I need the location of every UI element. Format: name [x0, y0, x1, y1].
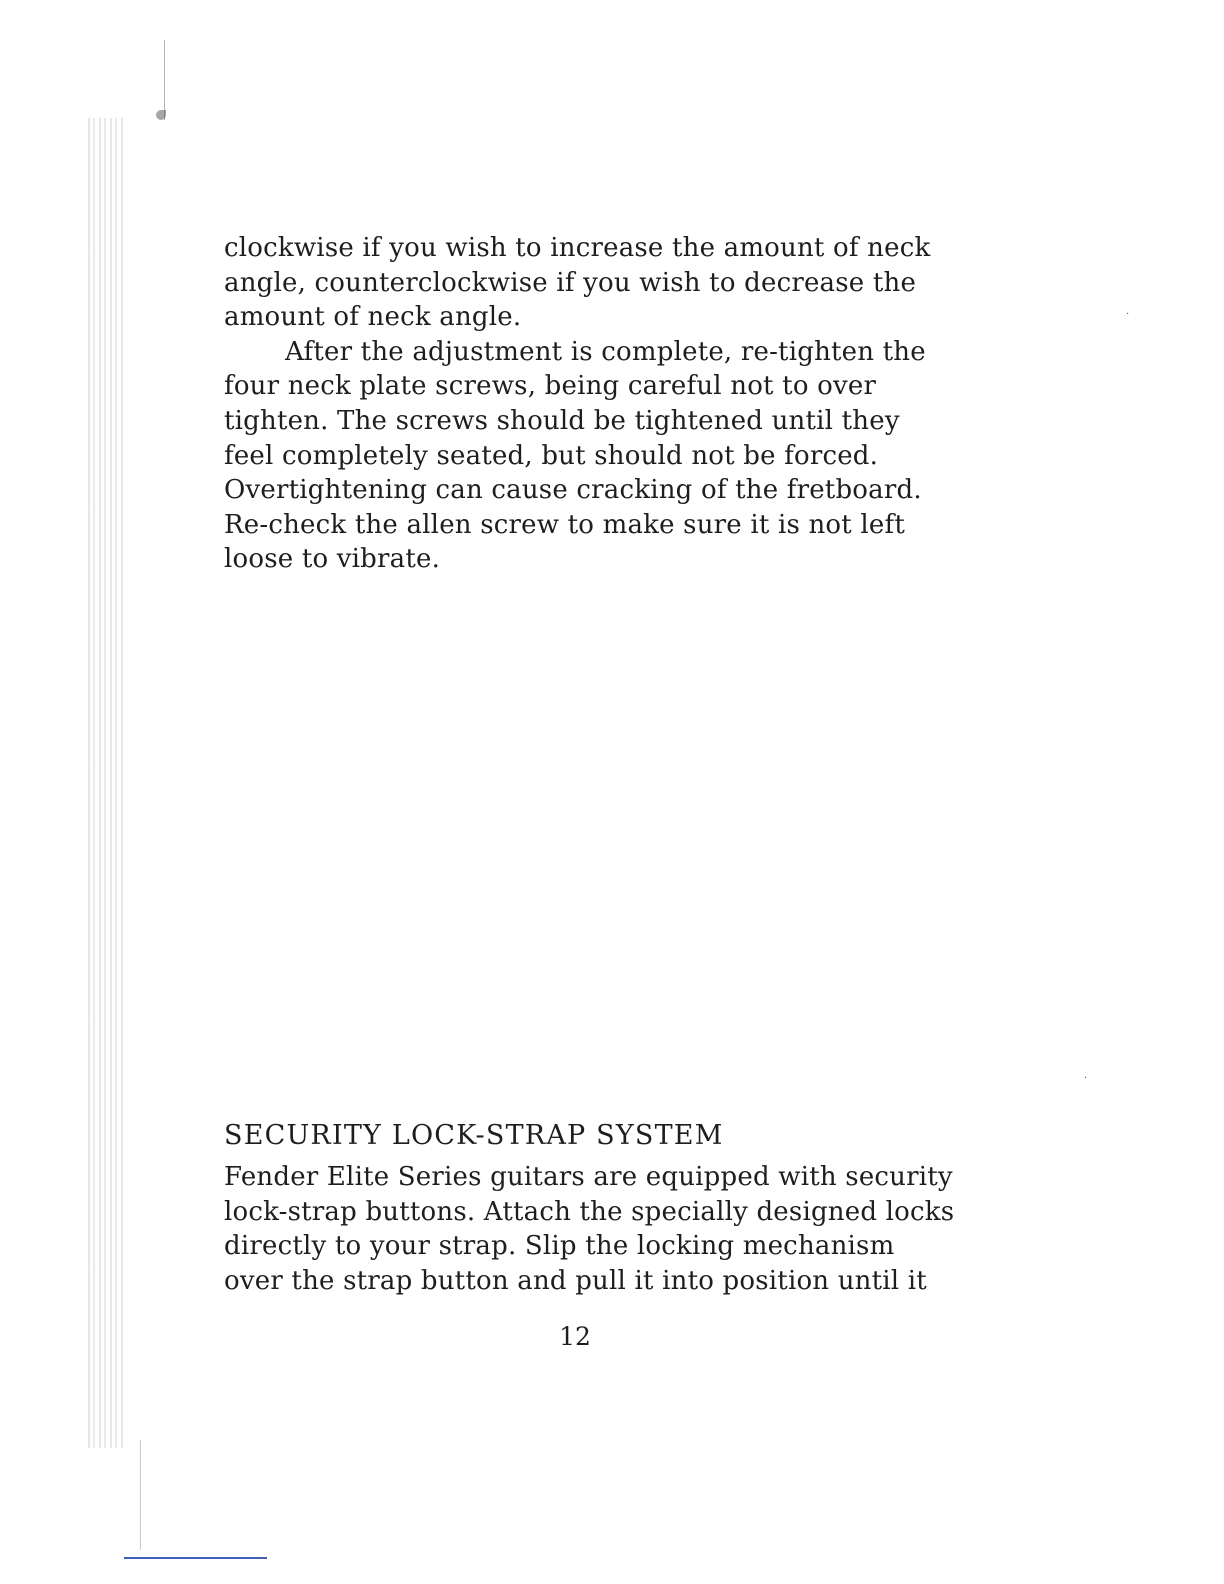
scan-binding-edge	[84, 118, 124, 1448]
text-line: Overtightening can cause cracking of the fretboard.	[224, 475, 922, 506]
body-text	[224, 231, 984, 577]
text-line: four neck plate screws, being careful not to over	[224, 371, 877, 402]
scan-binding-mark-top	[150, 40, 165, 120]
text-line: lock-strap buttons. Attach the specially designed locks	[224, 1196, 955, 1227]
page-number: 12	[559, 1322, 591, 1351]
text-line: Re-check the allen screw to make sure it is not left	[224, 509, 905, 540]
section-paragraph	[224, 1160, 1004, 1298]
paragraph-adjustment	[224, 335, 984, 577]
bottom-rule	[124, 1557, 267, 1559]
text-line: After the adjustment is complete, re-tighten the	[285, 336, 926, 367]
text-line: Fender Elite Series guitars are equipped with security	[224, 1162, 953, 1192]
security-lock-strap-section	[224, 1118, 1004, 1298]
text-line: tighten. The screws should be tightened until they	[224, 405, 900, 436]
text-line: amount of neck angle.	[224, 302, 522, 333]
scan-binding-mark-bottom	[128, 1440, 141, 1550]
text-line: angle, counterclockwise if you wish to decrease the	[224, 267, 917, 298]
paragraph-continuation	[224, 231, 984, 335]
text-line: directly to your strap. Slip the locking mechanism	[224, 1231, 895, 1262]
text-line: clockwise if you wish to increase the amount of neck	[224, 233, 931, 263]
section-heading: SECURITY LOCK-STRAP SYSTEM	[224, 1120, 724, 1151]
scan-speck: ·	[1084, 1073, 1088, 1084]
text-line: loose to vibrate.	[224, 544, 441, 575]
text-line: feel completely seated, but should not be forced.	[224, 440, 879, 471]
text-line: over the strap button and pull it into position until it	[224, 1265, 927, 1296]
scan-speck: ·	[1126, 309, 1130, 320]
